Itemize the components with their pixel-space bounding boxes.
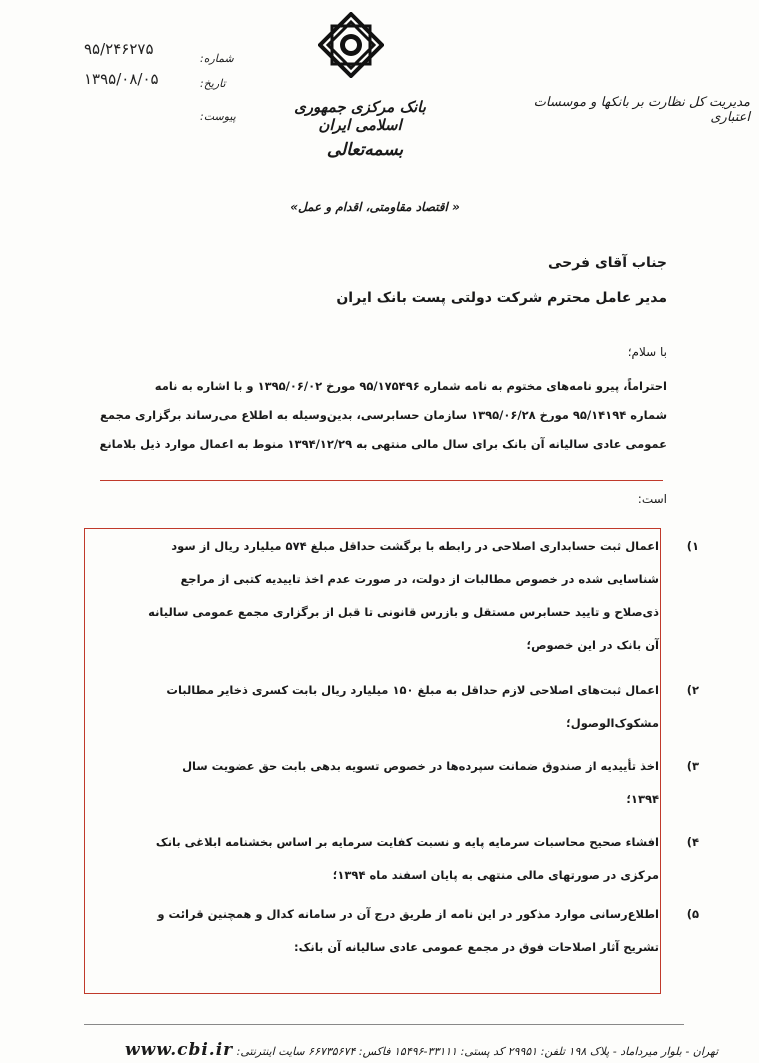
- greeting: با سلام؛: [627, 345, 667, 359]
- item-line: تشریح آثار اصلاحات فوق در مجمع عمومی عادی سالیانه آن بانک:: [294, 940, 659, 954]
- date-label: تاریخ:: [200, 77, 226, 90]
- item-line: مشکوک‌الوصول؛: [566, 716, 659, 730]
- item-number: ۴): [686, 835, 699, 849]
- item-number: ۱): [686, 539, 699, 553]
- item-number: ۲): [686, 683, 699, 697]
- department-title: مدیریت کل نظارت بر بانکها و موسسات اعتباری: [533, 95, 750, 125]
- footer-address: تهران - بلوار میرداماد - پلاک ۱۹۸ تلفن: ۲۹۹۵۱ کد پستی: ۳۳۱۱۱-۱۵۴۹۶ فاکس: ۶۶۷۳۵۶۷۴ سایت اینترنتی:: [236, 1045, 719, 1058]
- website-link[interactable]: www.cbi.ir: [125, 1040, 234, 1060]
- item-line: اعمال ثبت حسابداری اصلاحی در رابطه با برگشت حداقل مبلغ ۵۷۴ میلیارد ریال از سود: [171, 539, 659, 553]
- number-label: شماره:: [200, 52, 234, 65]
- item-number: ۵): [686, 907, 699, 921]
- intro-end: است:: [637, 492, 667, 506]
- item-line: افشاء صحیح محاسبات سرمایه پایه و نسبت کفایت سرمایه بر اساس بخشنامه ابلاغی بانک: [155, 835, 659, 849]
- slogan: « اقتصاد مقاومتی، اقدام و عمل»: [290, 200, 460, 214]
- addressee-name: جناب آقای فرحی: [547, 255, 667, 271]
- list-item: [139, 750, 699, 816]
- list-item: [139, 530, 699, 662]
- bank-name: بانک مرکزی جمهوری اسلامی ایران: [294, 98, 426, 134]
- letter-number-value: ۹۵/۲۴۶۲۷۵: [84, 40, 154, 58]
- footer-divider: [84, 1024, 684, 1025]
- item-line: ۱۳۹۴؛: [626, 792, 659, 806]
- item-line: مرکزی در صورتهای مالی منتهی به پایان اسفند ماه ۱۳۹۴؛: [332, 868, 659, 882]
- central-bank-logo-icon: [318, 12, 384, 78]
- list-item: [139, 674, 699, 740]
- item-line: شناسایی شده در خصوص مطالبات از دولت، در صورت عدم اخذ تاییدیه کتبی از مراجع: [180, 572, 659, 586]
- intro-line: عمومی عادی سالیانه آن بانک برای سال مالی منتهی به ۱۳۹۴/۱۲/۲۹ منوط به اعمال موارد ذیل بلامانع: [99, 437, 667, 451]
- red-underline: [100, 480, 663, 481]
- item-line: اعمال ثبت‌های اصلاحی لازم حداقل به مبلغ ۱۵۰ میلیارد ریال بابت کسری ذخایر مطالبات: [166, 683, 659, 697]
- addressee-title: مدیر عامل محترم شرکت دولتی پست بانک ایران: [336, 290, 667, 306]
- list-item: [139, 826, 699, 892]
- basmala: بسمه‌تعالی: [326, 140, 404, 160]
- letter-date-value: ۱۳۹۵/۰۸/۰۵: [84, 70, 159, 88]
- item-line: اطلاع‌رسانی موارد مذکور در این نامه از طریق درج آن در سامانه کدال و همچنین قرائت و: [157, 907, 659, 921]
- footer: [125, 1040, 719, 1060]
- intro-line: احتراماً، پیرو نامه‌های مختوم به نامه شماره ۹۵/۱۷۵۴۹۶ مورخ ۱۳۹۵/۰۶/۰۲ و با اشاره به نامه: [154, 379, 667, 393]
- attachment-label: پیوست:: [200, 110, 236, 123]
- item-line: اخذ تأییدیه از صندوق ضمانت سپرده‌ها در خصوص تسویه بدهی بابت حق عضویت سال: [182, 759, 659, 773]
- intro-line: شماره ۹۵/۱۴۱۹۴ مورخ ۱۳۹۵/۰۶/۲۸ سازمان حسابرسی، بدین‌وسیله به اطلاع می‌رساند برگزاری مجمع: [100, 408, 667, 422]
- item-number: ۳): [686, 759, 699, 773]
- intro-paragraph: [42, 372, 667, 459]
- item-line: ذی‌صلاح و تایید حسابرس مستقل و بازرس قانونی تا قبل از برگزاری مجمع عمومی سالیانه: [148, 605, 659, 619]
- item-line: آن بانک در این خصوص؛: [526, 638, 659, 652]
- list-item: [139, 898, 699, 964]
